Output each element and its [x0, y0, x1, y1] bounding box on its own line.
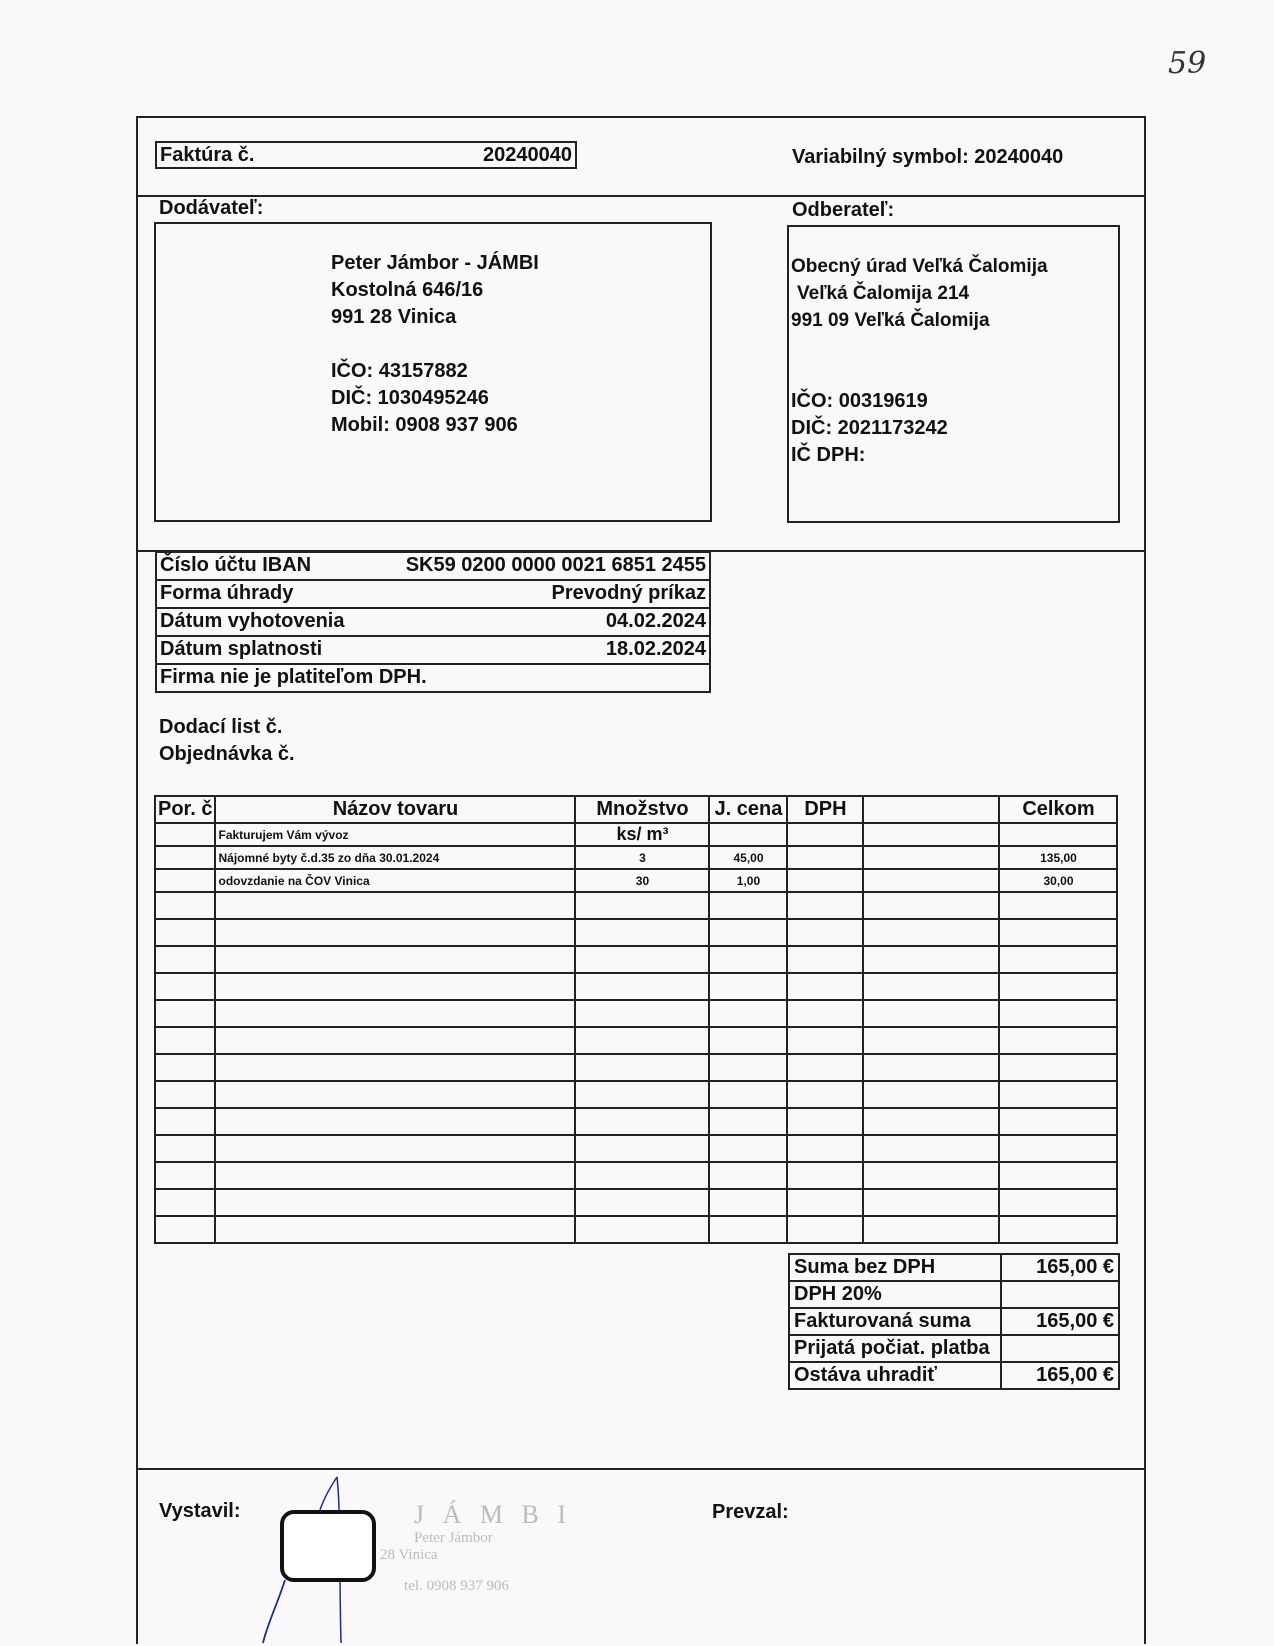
header-no: Por. č: [155, 796, 215, 823]
empty-cell: [215, 1108, 575, 1135]
totals-label: Ostáva uhradiť: [789, 1362, 1001, 1389]
empty-cell: [787, 1081, 863, 1108]
divider-header: [136, 195, 1146, 197]
payment-label: Dátum vyhotovenia: [160, 610, 345, 632]
stamp-line: Peter Jámbor: [414, 1530, 493, 1546]
empty-cell: [787, 892, 863, 919]
empty-cell: [155, 892, 215, 919]
payment-label: Číslo účtu IBAN: [160, 554, 312, 576]
totals-row: [789, 1335, 1119, 1362]
payment-row: [157, 581, 709, 609]
unit-row-cell: [155, 823, 215, 846]
empty-cell: [787, 1135, 863, 1162]
row-name: odovzdanie na ČOV Vinica: [215, 869, 575, 892]
empty-cell: [999, 1027, 1117, 1054]
order-label: Objednávka č.: [159, 743, 295, 765]
empty-cell: [575, 1189, 709, 1216]
empty-cell: [999, 946, 1117, 973]
empty-cell: [863, 919, 999, 946]
row-extra: [863, 869, 999, 892]
empty-cell: [999, 1108, 1117, 1135]
empty-cell: [863, 1027, 999, 1054]
totals-value: 165,00 €: [1001, 1254, 1119, 1281]
payment-row: [157, 609, 709, 637]
empty-cell: [863, 1216, 999, 1243]
items-header-row: [155, 796, 1117, 823]
stamp-line: J Á M B I: [414, 1500, 573, 1529]
empty-cell: [709, 892, 787, 919]
empty-cell: [787, 1162, 863, 1189]
empty-row: [155, 1216, 1117, 1243]
empty-row: [155, 1054, 1117, 1081]
empty-cell: [155, 1108, 215, 1135]
empty-cell: [863, 973, 999, 1000]
empty-cell: [575, 1135, 709, 1162]
payment-value: 04.02.2024: [605, 610, 706, 632]
totals-label: Fakturovaná suma: [789, 1308, 1001, 1335]
empty-cell: [215, 1054, 575, 1081]
empty-cell: [709, 1000, 787, 1027]
customer-dic: DIČ: 2021173242: [791, 417, 948, 439]
empty-cell: [999, 1135, 1117, 1162]
empty-cell: [863, 1000, 999, 1027]
row-name: Nájomné byty č.d.35 zo dňa 30.01.2024: [215, 846, 575, 869]
empty-cell: [215, 946, 575, 973]
header-extra: [863, 796, 999, 823]
empty-cell: [863, 946, 999, 973]
divider-footer: [136, 1468, 1146, 1470]
empty-cell: [787, 1189, 863, 1216]
empty-cell: [575, 1108, 709, 1135]
empty-cell: [787, 1108, 863, 1135]
empty-row: [155, 1027, 1117, 1054]
empty-cell: [709, 1054, 787, 1081]
totals-row: [789, 1308, 1119, 1335]
empty-cell: [999, 1189, 1117, 1216]
empty-cell: [155, 919, 215, 946]
empty-cell: [787, 946, 863, 973]
payment-row: [157, 553, 709, 581]
header-total: Celkom: [999, 796, 1117, 823]
customer-city: 991 09 Veľká Čalomija: [791, 310, 990, 331]
company-stamp: [380, 1500, 572, 1595]
supplier-label: Dodávateľ:: [159, 197, 264, 219]
empty-cell: [787, 919, 863, 946]
unit-row-cell: [863, 823, 999, 846]
empty-row: [155, 892, 1117, 919]
redacted-signature: [280, 1510, 376, 1582]
totals-value: [1001, 1335, 1119, 1362]
totals-value: 165,00 €: [1001, 1308, 1119, 1335]
totals-table: [788, 1253, 1120, 1390]
empty-cell: [155, 1081, 215, 1108]
header-name: Názov tovaru: [215, 796, 575, 823]
payment-value: 18.02.2024: [605, 638, 706, 660]
empty-cell: [155, 1000, 215, 1027]
empty-cell: [215, 892, 575, 919]
empty-cell: [787, 1000, 863, 1027]
row-no: [155, 869, 215, 892]
invoice-number-box: [155, 141, 577, 169]
page-number: 59: [1168, 46, 1207, 81]
empty-cell: [155, 1189, 215, 1216]
row-extra: [863, 846, 999, 869]
empty-row: [155, 919, 1117, 946]
invoice-label: Faktúra č.: [160, 144, 255, 166]
empty-cell: [155, 946, 215, 973]
totals-value: 165,00 €: [1001, 1362, 1119, 1389]
invoice-number: 20240040: [483, 144, 572, 166]
totals-value: [1001, 1281, 1119, 1308]
empty-cell: [709, 1189, 787, 1216]
empty-cell: [863, 1108, 999, 1135]
empty-cell: [709, 973, 787, 1000]
totals-row: [789, 1254, 1119, 1281]
supplier-dic: DIČ: 1030495246: [331, 387, 489, 409]
empty-cell: [863, 1189, 999, 1216]
empty-cell: [863, 1135, 999, 1162]
empty-cell: [999, 919, 1117, 946]
empty-cell: [709, 1135, 787, 1162]
empty-cell: [155, 1216, 215, 1243]
empty-cell: [575, 1054, 709, 1081]
empty-cell: [709, 1162, 787, 1189]
empty-row: [155, 1189, 1117, 1216]
customer-icdph: IČ DPH:: [791, 444, 866, 466]
empty-cell: [709, 1027, 787, 1054]
empty-cell: [787, 1216, 863, 1243]
empty-cell: [575, 1216, 709, 1243]
table-row: [155, 846, 1117, 869]
customer-street: Veľká Čalomija 214: [797, 283, 970, 304]
items-table: [154, 795, 1118, 1244]
empty-cell: [709, 946, 787, 973]
payment-label: Forma úhrady: [160, 582, 294, 604]
supplier-name: Peter Jámbor - JÁMBI: [331, 252, 539, 274]
payment-label: Dátum splatnosti: [160, 638, 323, 660]
empty-row: [155, 973, 1117, 1000]
empty-cell: [999, 1081, 1117, 1108]
totals-row: [789, 1281, 1119, 1308]
empty-row: [155, 1135, 1117, 1162]
items-unit-row: [155, 823, 1117, 846]
empty-cell: [215, 1162, 575, 1189]
empty-cell: [215, 1081, 575, 1108]
empty-cell: [709, 919, 787, 946]
received-by-label: Prevzal:: [712, 1501, 789, 1523]
variable-symbol: Variabilný symbol: 20240040: [792, 146, 1064, 168]
unit-row-cell: [999, 823, 1117, 846]
row-vat: [787, 846, 863, 869]
delivery-note-label: Dodací list č.: [159, 716, 283, 738]
customer-name: Obecný úrad Veľká Čalomija: [791, 256, 1048, 277]
customer-ico: IČO: 00319619: [791, 390, 928, 412]
empty-cell: [999, 1216, 1117, 1243]
empty-row: [155, 946, 1117, 973]
empty-cell: [709, 1081, 787, 1108]
empty-row: [155, 1108, 1117, 1135]
empty-cell: [787, 1027, 863, 1054]
empty-cell: [215, 1189, 575, 1216]
empty-cell: [863, 892, 999, 919]
unit-row-cell: Fakturujem Vám vývoz: [215, 823, 575, 846]
empty-cell: [575, 1000, 709, 1027]
issued-by-label: Vystavil:: [159, 1500, 241, 1522]
totals-label: DPH 20%: [789, 1281, 1001, 1308]
empty-cell: [999, 1000, 1117, 1027]
totals-row: [789, 1362, 1119, 1389]
empty-cell: [999, 892, 1117, 919]
empty-row: [155, 1081, 1117, 1108]
empty-cell: [999, 973, 1117, 1000]
empty-cell: [155, 1162, 215, 1189]
empty-cell: [575, 919, 709, 946]
table-row: [155, 869, 1117, 892]
empty-cell: [575, 973, 709, 1000]
empty-cell: [215, 1135, 575, 1162]
row-qty: 3: [575, 846, 709, 869]
row-total: 135,00: [999, 846, 1117, 869]
empty-cell: [155, 1027, 215, 1054]
empty-cell: [709, 1108, 787, 1135]
header-qty: Množstvo: [575, 796, 709, 823]
empty-cell: [863, 1162, 999, 1189]
empty-cell: [575, 946, 709, 973]
empty-row: [155, 1000, 1117, 1027]
customer-label: Odberateľ:: [792, 199, 895, 221]
row-unit-price: 45,00: [709, 846, 787, 869]
unit-row-cell: [787, 823, 863, 846]
payment-row: [157, 637, 709, 665]
empty-cell: [787, 973, 863, 1000]
payment-value: SK59 0200 0000 0021 6851 2455: [405, 554, 706, 576]
empty-cell: [155, 1054, 215, 1081]
supplier-city: 991 28 Vinica: [331, 306, 457, 328]
empty-cell: [863, 1081, 999, 1108]
empty-cell: [215, 1000, 575, 1027]
row-no: [155, 846, 215, 869]
empty-cell: [575, 892, 709, 919]
empty-cell: [155, 1135, 215, 1162]
payment-table: [155, 551, 711, 693]
payment-label: Firma nie je platiteľom DPH.: [160, 666, 427, 688]
row-vat: [787, 869, 863, 892]
row-qty: 30: [575, 869, 709, 892]
unit-row-cell: [709, 823, 787, 846]
totals-label: Suma bez DPH: [789, 1254, 1001, 1281]
empty-cell: [709, 1216, 787, 1243]
row-unit-price: 1,00: [709, 869, 787, 892]
header-vat: DPH: [787, 796, 863, 823]
empty-cell: [575, 1027, 709, 1054]
empty-cell: [787, 1054, 863, 1081]
row-total: 30,00: [999, 869, 1117, 892]
empty-cell: [863, 1054, 999, 1081]
empty-cell: [575, 1081, 709, 1108]
payment-row: [157, 665, 709, 693]
supplier-mobile: Mobil: 0908 937 906: [331, 414, 518, 436]
empty-cell: [215, 1216, 575, 1243]
empty-cell: [999, 1162, 1117, 1189]
empty-cell: [215, 1027, 575, 1054]
stamp-line: tel. 0908 937 906: [404, 1578, 509, 1594]
header-unit-price: J. cena: [709, 796, 787, 823]
supplier-street: Kostolná 646/16: [331, 279, 484, 301]
empty-cell: [215, 919, 575, 946]
totals-label: Prijatá počiat. platba: [789, 1335, 1001, 1362]
payment-value: Prevodný príkaz: [551, 582, 706, 604]
supplier-ico: IČO: 43157882: [331, 360, 468, 382]
empty-cell: [575, 1162, 709, 1189]
empty-cell: [155, 973, 215, 1000]
unit-cell: ks/ m³: [575, 823, 709, 846]
empty-cell: [999, 1054, 1117, 1081]
stamp-line: 28 Vinica: [380, 1547, 438, 1563]
empty-row: [155, 1162, 1117, 1189]
empty-cell: [215, 973, 575, 1000]
